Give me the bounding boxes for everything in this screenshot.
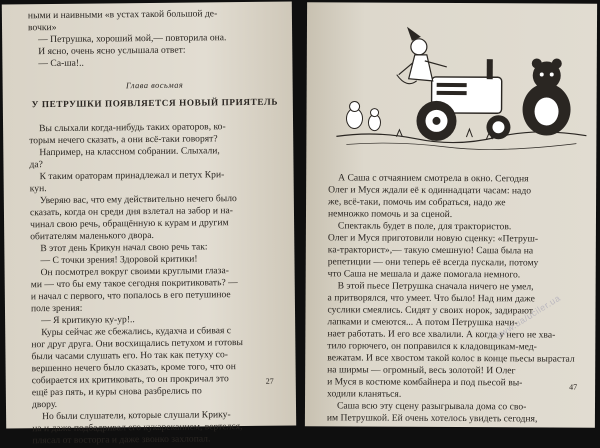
text-line: Уверяю вас, что ему действительно нечего было xyxy=(39,193,237,207)
text-line: на и даже подбадривал его кукареканием, вертелся, xyxy=(32,421,243,435)
page-number: 47 xyxy=(569,382,578,392)
text-line: Куры сейчас же сбежались, кудахча и сбивая с xyxy=(41,325,232,339)
text-line: поле зрения: xyxy=(30,302,83,315)
chapter-label: Глава восьмая xyxy=(125,80,184,91)
text-line: вежатам. И все хвостом такой колос в конце пьесы вырастал xyxy=(327,352,575,365)
text-line: ными и наивными «в устах такой большой де- xyxy=(27,8,218,22)
text-line: тило горючего, он поправился к кладовщикам-мед- xyxy=(327,340,537,353)
text-line: Саша всю эту сцену разыгрывала дома со сво- xyxy=(336,400,527,413)
petrushka-on-tractor-illustration xyxy=(336,18,587,159)
text-line: а притворялся, что умеет. Что было! Над ним даже xyxy=(327,292,535,305)
right-page-body-text xyxy=(327,172,582,425)
text-line: немножко помочь и за сценой. xyxy=(327,208,453,221)
right-book-page xyxy=(305,2,597,428)
text-line: и Муся в костюме комбайнера и под пьесой вы- xyxy=(327,376,523,389)
text-line: А Саша с отчаянием смотрела в окно. Сегодня xyxy=(338,172,529,185)
text-line: Олег и Муся ждали её к одиннадцати часам: надо xyxy=(328,184,532,197)
left-page-top-text xyxy=(28,8,281,71)
text-line: и начал с первого, что попалось в его петушиное xyxy=(30,289,231,303)
text-line: сказать, когда он среди дня взлетал на забор и на- xyxy=(29,205,233,219)
text-line: суслики смеялись. Сидят у своих норок, задирают xyxy=(327,304,533,317)
text-line: В этот день Крикун начал свою речь так: xyxy=(40,241,208,255)
text-line: Он посмотрел вокруг своими круглыми глаза- xyxy=(40,265,229,279)
text-line: ми — что бы ему такое сегодня покритиковать? — xyxy=(30,277,238,291)
left-book-page xyxy=(2,1,296,447)
left-page-body-text xyxy=(29,121,284,448)
text-line: вочки» xyxy=(27,21,57,34)
text-line: Вы слыхали когда-нибудь таких ораторов, ко- xyxy=(39,121,226,135)
text-line: были часами слушать его. Но так как петуху со- xyxy=(31,349,228,363)
text-line: плясал от восторга и даже звонко захлопал. xyxy=(32,433,211,447)
text-line: собирается их критиковать, то он прокричал это xyxy=(31,373,229,387)
text-line: Олег и Муся приготовили новую сценку: «Петруш- xyxy=(327,232,539,245)
text-line: чинал свою речь, обращённую к курам и другим xyxy=(30,217,229,231)
text-line: да? xyxy=(29,159,43,171)
text-line: — Петрушка, хороший мой,— повторила она. xyxy=(38,32,227,46)
text-line: — Са-ша!.. xyxy=(38,57,84,70)
text-line: лапками и смеются... А потом Петрушка начи- xyxy=(327,316,518,329)
text-line: Но были слушатели, которые слушали Крику- xyxy=(42,409,231,423)
text-line: на ширмы — огромный, весь золотой! И Олег xyxy=(327,364,516,377)
text-line: вершенно нечего было сказать, кроме того, что он xyxy=(31,361,236,375)
text-line: — Я критикую ку-ур!.. xyxy=(41,314,135,327)
text-line: Например, на классном собрании. Слыхали, xyxy=(39,145,220,159)
chapter-title: У ПЕТРУШКИ ПОЯВЛЯЕТСЯ НОВЫЙ ПРИЯТЕЛЬ xyxy=(31,96,279,110)
text-line: обитателям маленького двора. xyxy=(30,229,154,243)
text-line: ног друг друга. Они восхищались петухом и готовы xyxy=(31,337,244,351)
text-line: двору. xyxy=(31,398,58,411)
text-line: торым нечего сказать, а они всё-таки говорят? xyxy=(29,133,218,147)
text-line: Спектакль будет в поле, для трактористов. xyxy=(337,220,512,233)
text-line: репетиции — они теперь её всегда пускали, потому xyxy=(327,256,539,269)
text-line: ходили кланяться. xyxy=(327,388,402,400)
text-line: ещё раз пять, и куры снова разбрелись по xyxy=(31,385,202,399)
text-line: что Саша не мешала и даже помогала немного. xyxy=(327,268,521,281)
text-line: И ясно, очень ясно услышала ответ: xyxy=(38,44,186,58)
text-line: К таким ораторам принадлежал и петух Кри- xyxy=(39,169,225,183)
text-line: В этой пьесе Петрушка сначала ничего не умел, xyxy=(337,280,534,293)
watermark: www.ua/uciler.ua xyxy=(493,292,563,342)
text-line: нает работать. И его все хвалили. А когда у него не хва- xyxy=(327,328,556,341)
text-line: кун. xyxy=(29,183,47,195)
text-line: им Петрушкой. Ей очень хотелось увидеть сегодня, xyxy=(326,412,538,425)
text-line: же, всё-таки, помочь им собраться, надо же xyxy=(328,196,506,209)
page-number: 27 xyxy=(265,376,274,386)
text-line: ка-тракторист»,— такую смешную! Саша была на xyxy=(327,244,534,257)
text-line: — С точки зрения! Здоровой критики! xyxy=(40,253,198,267)
